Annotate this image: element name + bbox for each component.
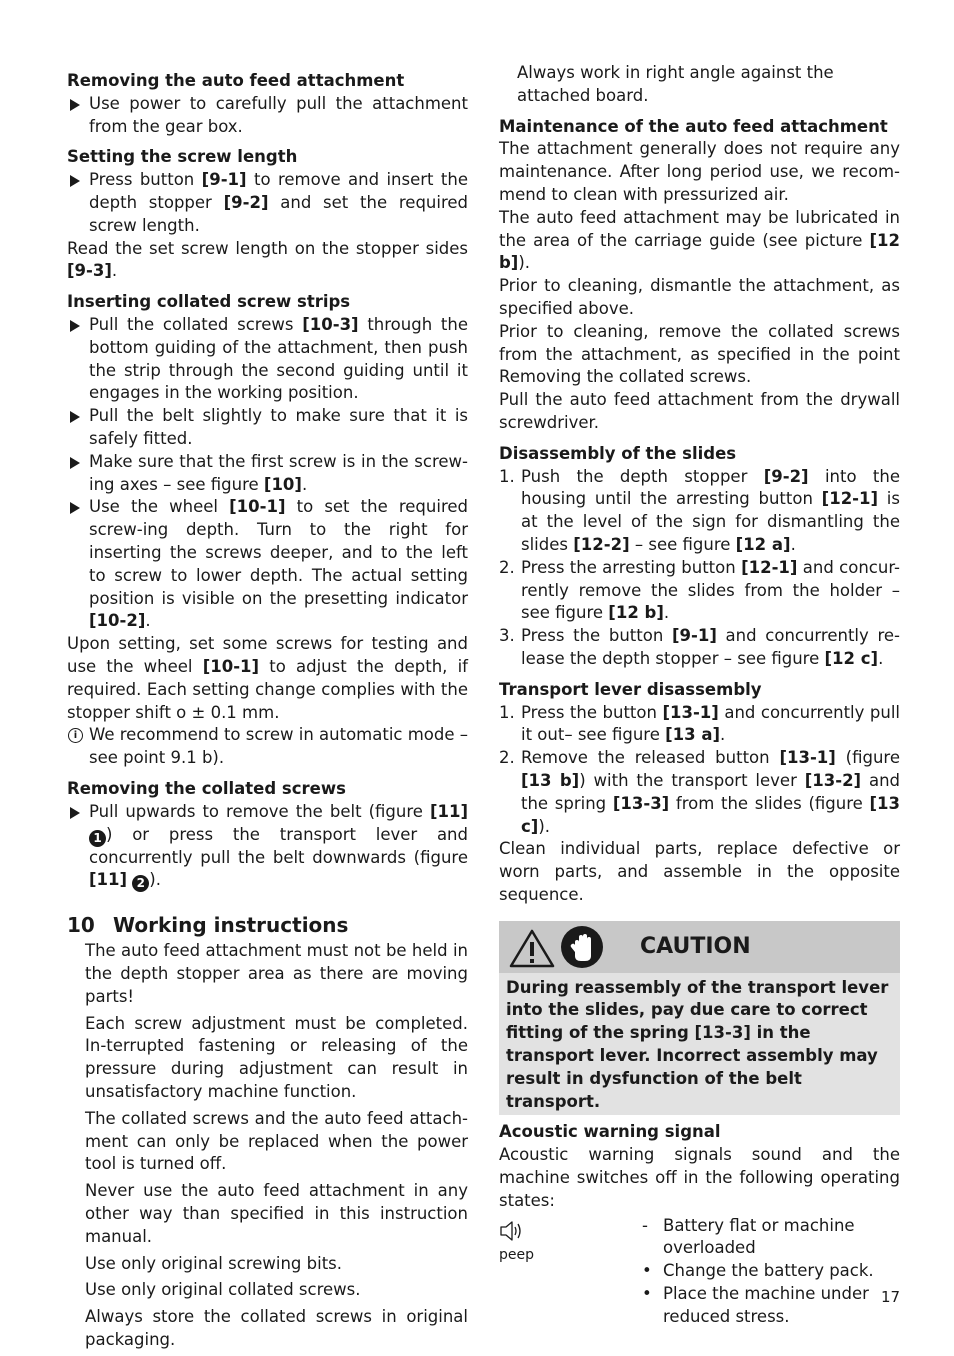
caution-text: During reassembly of the transport lever into the slides, pay due care to correct fitting of the spring [13-3] in the transport lever. Incorrect assembly may result in dysfunction of the belt transport. bbox=[506, 977, 889, 1111]
figure-number-1-icon: 1 bbox=[89, 830, 106, 847]
caution-header bbox=[499, 921, 900, 973]
info-icon: i bbox=[68, 728, 83, 743]
removing-attachment-list bbox=[67, 93, 468, 139]
section-10-title: 10 Working instructions bbox=[67, 913, 349, 938]
removing-screws-heading: Removing the collated screws bbox=[67, 778, 346, 798]
list-item: 1. Push the depth stopper [9-2] into the housing until the arresting button [12-1] is at the level of the sign for dismantling the slides [12-2] – see figure [12 a]. bbox=[499, 466, 900, 554]
left-column bbox=[67, 62, 468, 1356]
list-item: Pull the belt slightly to make sure that it is safely fitted. bbox=[67, 405, 468, 451]
intro-text: Always work in right angle against the attached board. bbox=[517, 63, 834, 105]
list-item: Make sure that the first screw is in the screw-ing axes – see figure [10]. bbox=[67, 451, 468, 497]
paragraph: The auto feed attachment may be lubricated in the area of the carriage guide (see picture [12 b]). bbox=[499, 207, 900, 273]
screw-length-heading: Setting the screw length bbox=[67, 147, 298, 167]
maintenance-heading: Maintenance of the auto feed attachment bbox=[499, 116, 888, 136]
slides-list bbox=[499, 466, 900, 671]
list-item: Pull the collated screws [10-3] through the bottom guiding of the attachment, then push the strip through the second guiding until it engages in the working position. bbox=[67, 314, 468, 405]
paragraph: Each screw adjustment must be completed. In-terrupted fastening or releasing of the pressure during adjustment can result in unsatisfactory machine function. bbox=[85, 1013, 468, 1102]
paragraph: Prior to cleaning, remove the collated screws from the attachment, as specified in the point Removing the collated screws. bbox=[499, 321, 900, 387]
speaker-icon bbox=[499, 1219, 525, 1243]
inserting-heading: Inserting collated screw strips bbox=[67, 292, 351, 312]
paragraph: The attachment generally does not require any maintenance. After long period use, we recom-mend to clean with pressurized air. bbox=[499, 139, 900, 204]
screw-length-list bbox=[67, 169, 468, 237]
paragraph: Never use the auto feed attachment in any other way than specified in this instruction manual. bbox=[85, 1181, 468, 1246]
list-item: 2. Press the arresting button [12-1] and concur-rently remove the slides from the holder – see figure [12 b]. bbox=[499, 557, 900, 623]
caution-box bbox=[499, 921, 900, 1116]
removing-attachment-heading: Removing the auto feed attachment bbox=[67, 71, 405, 90]
inserting-paragraph: Upon setting, set some screws for testing and use the wheel [10-1] to adjust the depth, if required. Each setting change complies with the stopper shift o ± 0.1 mm. bbox=[67, 634, 468, 722]
list-item: - Battery flat or machine overloaded bbox=[642, 1215, 855, 1258]
peep-label: peep bbox=[499, 1246, 534, 1263]
list-item: Pull upwards to remove the belt (figure [11] 1 ) or press the transport lever and concurrently pull the belt downwards (figure [11] 2 ). bbox=[67, 801, 468, 893]
slides-heading: Disassembly of the slides bbox=[499, 443, 737, 463]
acoustic-signal-table bbox=[499, 1215, 900, 1325]
figure-number-2-icon: 2 bbox=[132, 875, 149, 892]
paragraph: Always store the collated screws in original packaging. bbox=[85, 1307, 468, 1350]
list-item: 1. Press the button [13-1] and concurrently pull it out– see figure [13 a]. bbox=[499, 702, 900, 745]
inserting-list bbox=[67, 314, 468, 633]
paragraph: Use only original collated screws. bbox=[85, 1280, 361, 1300]
list-item: 2. Remove the released button [13-1] (figure [13 b]) with the transport lever [13-2] and the spring [13-3] from the slides (figure [13 c]). bbox=[499, 748, 900, 836]
list-item: 3. Press the button [9-1] and concurrently re-lease the depth stopper – see figure [12 c]. bbox=[499, 626, 900, 668]
paragraph: The collated screws and the auto feed attach-ment can only be replaced when the power tool is turned off. bbox=[85, 1108, 468, 1174]
paragraph: Clean individual parts, replace defective or worn parts, and assemble in the opposite sequence. bbox=[499, 839, 900, 904]
screw-length-note: Read the set screw length on the stopper sides [9-3]. bbox=[67, 238, 468, 281]
list-item: • Change the battery pack. bbox=[642, 1261, 874, 1281]
paragraph: Prior to cleaning, dismantle the attachment, as specified above. bbox=[499, 276, 900, 318]
page-number: 17 bbox=[881, 1288, 901, 1306]
paragraph: Pull the auto feed attachment from the drywall screwdriver. bbox=[499, 390, 900, 432]
list-item: Use power to carefully pull the attachment from the gear box. bbox=[67, 93, 468, 139]
paragraph: Acoustic warning signals sound and the machine switches off in the following operating states: bbox=[499, 1145, 900, 1210]
info-note: i We recommend to screw in automatic mode – see point 9.1 b). bbox=[67, 724, 468, 770]
list-item: Use the wheel [10-1] to set the required screw-ing depth. Turn to the right for inserting the screws deeper, and to the left to screw to lower depth. The actual setting position is visible on the presetting indicator [10-2]. bbox=[67, 496, 468, 633]
list-item: Press button [9-1] to remove and insert the depth stopper [9-2] and set the required screw length. bbox=[67, 169, 468, 237]
acoustic-heading: Acoustic warning signal bbox=[499, 1122, 721, 1142]
transport-heading: Transport lever disassembly bbox=[499, 679, 762, 699]
transport-list bbox=[499, 702, 900, 839]
list-item: • Place the machine under reduced stress. bbox=[642, 1284, 869, 1326]
warning-triangle-icon bbox=[509, 928, 555, 968]
right-column bbox=[499, 62, 900, 1325]
paragraph: The auto feed attachment must not be held in the depth stopper area as there are moving parts! bbox=[85, 941, 468, 1006]
working-instructions bbox=[67, 940, 468, 1352]
acoustic-list bbox=[642, 1215, 900, 1329]
glove-icon bbox=[561, 926, 603, 968]
paragraph: Use only original screwing bits. bbox=[85, 1253, 342, 1273]
caution-title: CAUTION bbox=[640, 933, 751, 959]
removing-screws-list bbox=[67, 801, 468, 893]
